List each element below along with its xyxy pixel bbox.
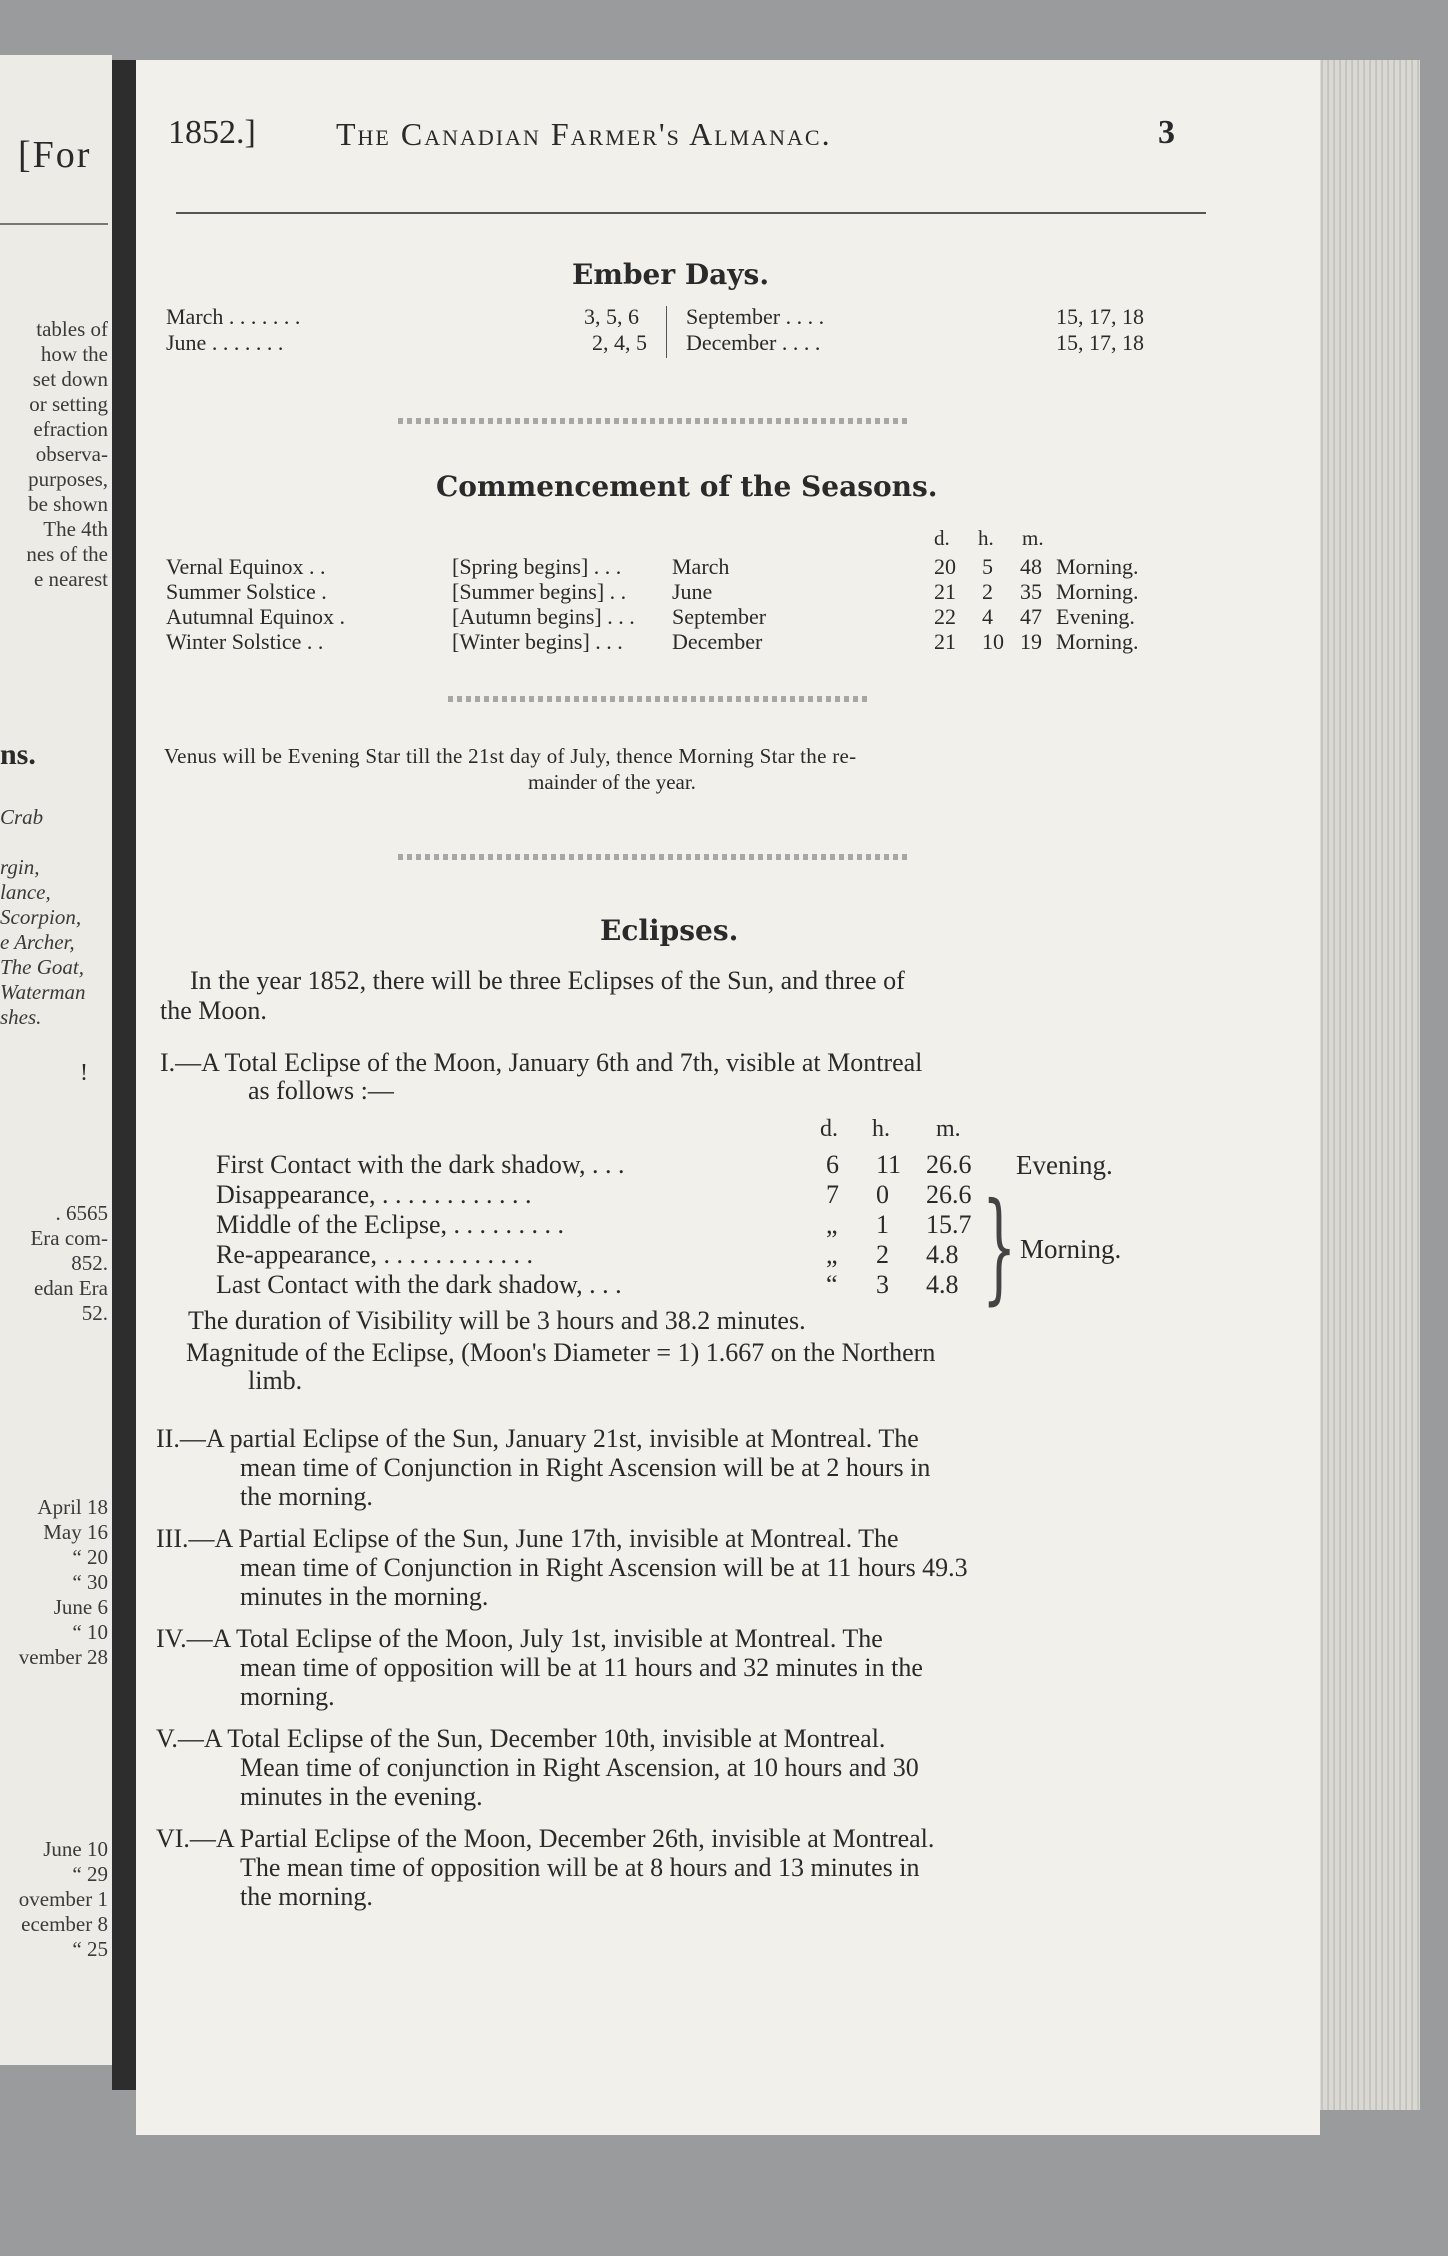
- season-day: 20: [934, 554, 956, 579]
- page-number: 3: [1158, 114, 1175, 151]
- left-date-line: May 16: [43, 1520, 108, 1544]
- left-date-line: June 10: [43, 1837, 108, 1861]
- venus-note-line2: mainder of the year.: [528, 770, 696, 794]
- header-rule: [176, 212, 1206, 214]
- left-header-rule: [0, 223, 108, 225]
- season-day: 21: [934, 629, 956, 654]
- season-name: Vernal Equinox . .: [166, 554, 326, 579]
- ember-days-title: Ember Days.: [572, 258, 770, 291]
- main-page: [136, 60, 1320, 2135]
- left-zodiac-line: Crab: [0, 805, 44, 829]
- left-era-line: . 6565: [55, 1201, 108, 1225]
- left-date-line: ovember 1: [18, 1887, 108, 1911]
- ornamental-rule-1: [398, 418, 908, 424]
- eclipse-3-line: minutes in the morning.: [240, 1582, 489, 1611]
- eclipse-4-line: morning.: [240, 1682, 335, 1711]
- left-zodiac-line: lance,: [0, 880, 51, 904]
- left-page-header: [For: [18, 134, 92, 176]
- season-minute: 19: [1020, 629, 1042, 654]
- eclipse-6-line: the morning.: [240, 1882, 373, 1911]
- eclipse-phase-label: Last Contact with the dark shadow, . . .: [216, 1270, 622, 1299]
- eclipse-magnitude-line1: Magnitude of the Eclipse, (Moon's Diameter = 1) 1.667 on the Northern: [186, 1338, 936, 1367]
- eclipse-phase-day: 6: [826, 1150, 839, 1179]
- left-zodiac-line: The Goat,: [0, 955, 84, 979]
- season-hour: 5: [982, 554, 993, 579]
- season-period: Evening.: [1056, 604, 1135, 629]
- seasons-header-d: d.: [934, 526, 950, 550]
- ember-month2-row2: December . . . .: [686, 330, 821, 355]
- eclipse-1-line1: I.—A Total Eclipse of the Moon, January 6th and 7th, visible at Montreal: [160, 1048, 923, 1077]
- eclipse-5-line: minutes in the evening.: [240, 1782, 483, 1811]
- left-zodiac-line: Waterman: [0, 980, 86, 1004]
- season-name: Autumnal Equinox .: [166, 604, 346, 629]
- left-date-line: ecember 8: [21, 1912, 108, 1936]
- eclipse-2-line: II.—A partial Eclipse of the Sun, January 21st, invisible at Montreal. The: [156, 1424, 919, 1453]
- left-page-fragment: [0, 55, 112, 2065]
- left-text-line: e nearest: [33, 567, 108, 591]
- eclipse-2-line: mean time of Conjunction in Right Ascension will be at 2 hours in: [240, 1453, 931, 1482]
- seasons-header-h: h.: [978, 526, 994, 550]
- left-date-line: “ 20: [72, 1545, 108, 1569]
- running-title: The Canadian Farmer's Almanac.: [336, 116, 832, 152]
- seasons-title: Commencement of the Seasons.: [436, 470, 938, 503]
- eclipses-intro-line2: the Moon.: [160, 996, 267, 1025]
- left-text-line: set down: [32, 367, 108, 391]
- eclipse-3-line: mean time of Conjunction in Right Ascension will be at 11 hours 49.3: [240, 1553, 968, 1582]
- ember-days2-row2: 15, 17, 18: [1056, 330, 1144, 355]
- eclipse-phase-minute: 26.6: [926, 1180, 972, 1209]
- eclipse-2-line: the morning.: [240, 1482, 373, 1511]
- eclipses-title: Eclipses.: [600, 914, 739, 947]
- eclipse-phase-label: Re-appearance, . . . . . . . . . . . .: [216, 1240, 533, 1269]
- eclipse-phase-label: First Contact with the dark shadow, . . .: [216, 1150, 625, 1179]
- left-date-line: “ 25: [72, 1937, 108, 1961]
- left-date-line: June 6: [53, 1595, 108, 1619]
- left-mark: !: [80, 1060, 88, 1086]
- season-minute: 47: [1020, 604, 1042, 629]
- ember-days1-row1: 3, 5, 6: [584, 304, 639, 329]
- season-period: Morning.: [1056, 629, 1139, 654]
- season-note: [Winter begins] . . .: [452, 629, 623, 654]
- left-zodiac-line: Scorpion,: [0, 905, 82, 929]
- eclipse-phase-minute: 26.6: [926, 1150, 972, 1179]
- left-date-line: “ 29: [72, 1862, 108, 1886]
- eclipse-morning-label: Morning.: [1020, 1234, 1122, 1264]
- eclipse-phase-hour: 11: [876, 1150, 902, 1179]
- left-zodiac-line: e Archer,: [0, 930, 75, 954]
- left-text-line: observa-: [35, 442, 108, 466]
- eclipse-header-h: h.: [872, 1116, 890, 1142]
- season-day: 21: [934, 579, 956, 604]
- left-text-line: how the: [40, 342, 108, 366]
- season-hour: 2: [982, 579, 993, 604]
- season-day: 22: [934, 604, 956, 629]
- season-month: September: [672, 604, 767, 629]
- left-text-line: tables of: [36, 317, 108, 341]
- season-hour: 10: [982, 629, 1004, 654]
- season-month: December: [672, 629, 763, 654]
- eclipse-phase-day: „: [826, 1240, 838, 1269]
- ornamental-rule-3: [398, 854, 908, 860]
- left-era-line: 852.: [71, 1251, 108, 1275]
- eclipse-phase-label: Middle of the Eclipse, . . . . . . . . .: [216, 1210, 565, 1239]
- book-gutter: [112, 60, 136, 2090]
- eclipses-intro-line1: In the year 1852, there will be three Eclipses of the Sun, and three of: [190, 966, 905, 995]
- eclipse-header-d: d.: [820, 1116, 838, 1142]
- ember-days-table: [136, 300, 1320, 370]
- season-note: [Spring begins] . . .: [452, 554, 622, 579]
- ember-month2-row1: September . . . .: [686, 304, 825, 329]
- season-hour: 4: [982, 604, 993, 629]
- header-year: 1852.]: [168, 114, 256, 151]
- left-date-line: “ 30: [72, 1570, 108, 1594]
- eclipse-phase-minute: 4.8: [926, 1240, 959, 1269]
- eclipse-brace: }: [982, 1178, 1017, 1317]
- eclipse-header-m: m.: [936, 1116, 961, 1142]
- eclipse-phase-day: „: [826, 1210, 838, 1239]
- left-text-line: or setting: [29, 392, 108, 416]
- eclipse-phase-minute: 4.8: [926, 1270, 959, 1299]
- ember-month1-row2: June . . . . . . .: [166, 330, 284, 355]
- eclipse-4-line: mean time of opposition will be at 11 hours and 32 minutes in the: [240, 1653, 923, 1682]
- left-zodiac-line: shes.: [0, 1005, 42, 1029]
- season-period: Morning.: [1056, 554, 1139, 579]
- ember-month1-row1: March . . . . . . .: [166, 304, 301, 329]
- ember-divider: [666, 306, 667, 358]
- season-minute: 48: [1020, 554, 1042, 579]
- season-name: Summer Solstice .: [166, 579, 327, 604]
- ember-days1-row2: 2, 4, 5: [592, 330, 647, 355]
- left-section-heading: ns.: [0, 738, 36, 771]
- eclipse-phase-label: Disappearance, . . . . . . . . . . . .: [216, 1180, 532, 1209]
- left-text-line: purposes,: [28, 467, 108, 491]
- left-era-line: edan Era: [33, 1276, 108, 1300]
- left-era-line: Era com-: [30, 1226, 108, 1250]
- season-note: [Summer begins] . .: [452, 579, 627, 604]
- venus-note-line1: Venus will be Evening Star till the 21st day of July, thence Morning Star the re-: [164, 744, 857, 768]
- left-text-line: be shown: [28, 492, 108, 516]
- eclipse-phase-minute: 15.7: [926, 1210, 972, 1239]
- left-zodiac-line: rgin,: [0, 855, 40, 879]
- eclipse-4-line: IV.—A Total Eclipse of the Moon, July 1st, invisible at Montreal. The: [156, 1624, 883, 1653]
- eclipse-6-line: The mean time of opposition will be at 8 hours and 13 minutes in: [240, 1853, 920, 1882]
- left-era-line: 52.: [81, 1301, 108, 1325]
- season-month: June: [672, 579, 713, 604]
- seasons-header-m: m.: [1022, 526, 1044, 550]
- left-text-line: efraction: [33, 417, 108, 441]
- eclipse-phase-day: “: [826, 1270, 838, 1299]
- eclipse-phase-hour: 2: [876, 1240, 889, 1269]
- eclipse-phase-day: 7: [826, 1180, 839, 1209]
- eclipse-magnitude-line2: limb.: [248, 1366, 303, 1395]
- eclipse-duration: The duration of Visibility will be 3 hours and 38.2 minutes.: [188, 1306, 806, 1335]
- season-name: Winter Solstice . .: [166, 629, 324, 654]
- left-date-line: April 18: [37, 1495, 108, 1519]
- eclipse-phase-hour: 3: [876, 1270, 889, 1299]
- eclipse-phase-hour: 0: [876, 1180, 889, 1209]
- eclipse-6-line: VI.—A Partial Eclipse of the Moon, December 26th, invisible at Montreal.: [156, 1824, 935, 1853]
- eclipse-5-line: Mean time of conjunction in Right Ascension, at 10 hours and 30: [240, 1753, 919, 1782]
- left-date-line: vember 28: [18, 1645, 108, 1669]
- eclipse-5-line: V.—A Total Eclipse of the Sun, December 10th, invisible at Montreal.: [156, 1724, 886, 1753]
- season-month: March: [672, 554, 730, 579]
- left-date-line: “ 10: [72, 1620, 108, 1644]
- eclipse-phase-hour: 1: [876, 1210, 889, 1239]
- left-text-line: The 4th: [43, 517, 108, 541]
- eclipse-3-line: III.—A Partial Eclipse of the Sun, June 17th, invisible at Montreal. The: [156, 1524, 899, 1553]
- ornamental-rule-2: [448, 696, 868, 702]
- eclipse-evening-label: Evening.: [1016, 1150, 1113, 1180]
- eclipse-1-line2: as follows :—: [248, 1076, 394, 1105]
- season-note: [Autumn begins] . . .: [452, 604, 635, 629]
- season-minute: 35: [1020, 579, 1042, 604]
- left-text-line: nes of the: [26, 542, 108, 566]
- ember-days2-row1: 15, 17, 18: [1056, 304, 1144, 329]
- season-period: Morning.: [1056, 579, 1139, 604]
